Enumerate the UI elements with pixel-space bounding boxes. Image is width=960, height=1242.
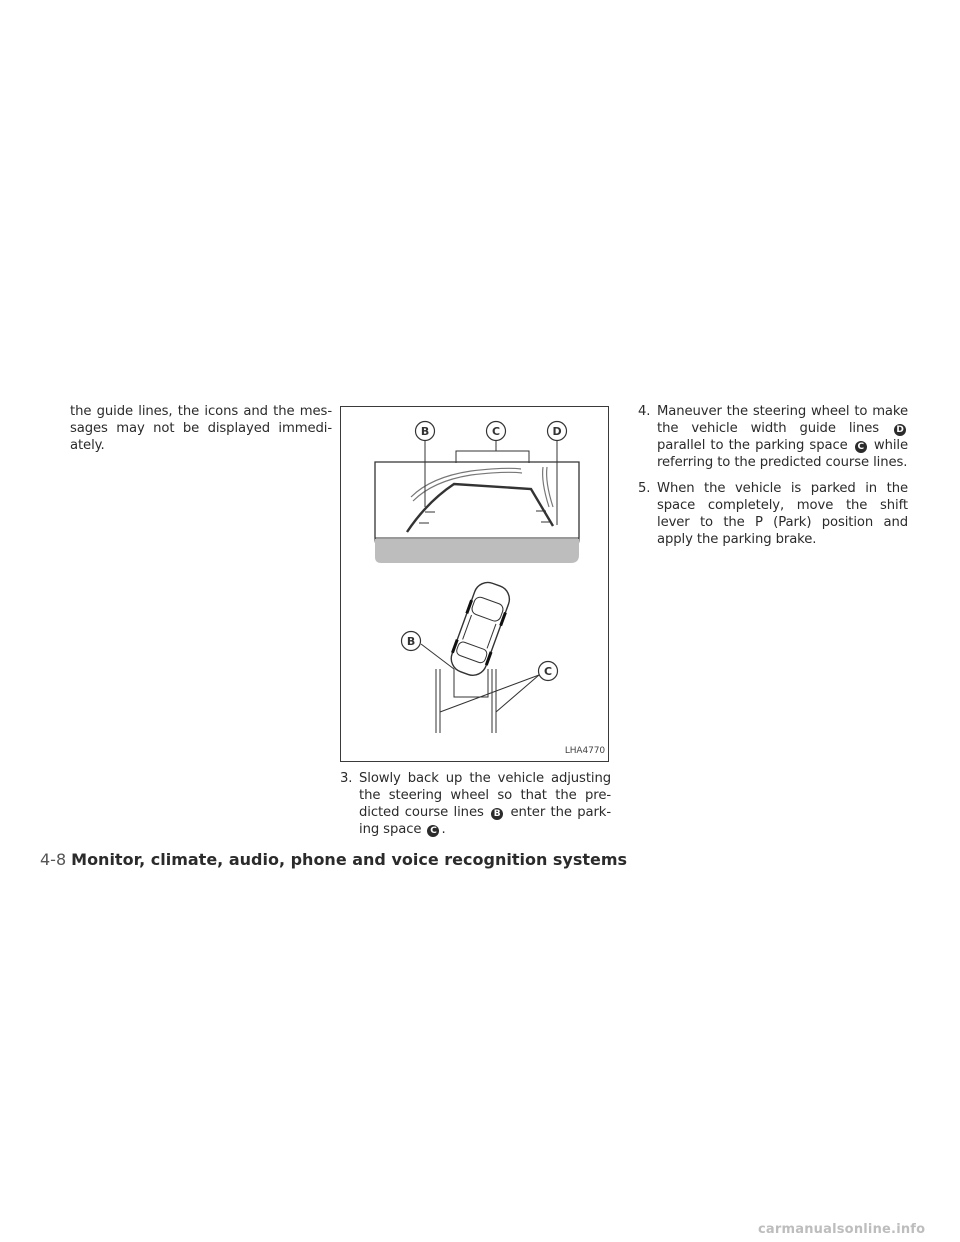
parking-diagram <box>341 407 610 763</box>
callout-d-icon: D <box>894 424 906 436</box>
callout-bottom-b: B <box>406 635 416 648</box>
step-text: Slowly back up the vehicle adjusting the steering wheel so that the pre-dicted course lines B enter the park-ing space C . <box>359 771 611 837</box>
section-title: Monitor, climate, audio, phone and voice recognition systems <box>71 850 628 869</box>
step-text: When the vehicle is parked in the space completely, move the shift lever to the P (Park) position and apply the parking brake. <box>657 481 908 547</box>
parking-illustration <box>340 406 609 762</box>
page-number: 4-8 <box>40 850 67 869</box>
callout-c-icon: C <box>855 441 867 453</box>
watermark: carmanualsonline.info <box>758 1222 926 1237</box>
callout-top-b: B <box>420 425 430 438</box>
step-number: 3. <box>340 771 353 786</box>
step-3 <box>340 770 611 838</box>
callout-bottom-c: C <box>544 665 552 678</box>
middle-column <box>340 406 611 847</box>
step-number: 4. <box>638 404 651 419</box>
step-number: 5. <box>638 481 651 496</box>
callout-c-icon: C <box>427 825 439 837</box>
page-footer <box>40 850 627 869</box>
callout-b-icon: B <box>491 808 503 820</box>
callout-top-c: C <box>492 425 500 438</box>
figure-code: LHA4770 <box>564 746 605 756</box>
continued-paragraph: the guide lines, the icons and the mes-sages may not be displayed immedi-ately. <box>70 404 332 453</box>
right-column <box>638 403 908 557</box>
step-5 <box>638 480 908 548</box>
step-4 <box>638 403 908 471</box>
left-column <box>70 403 332 454</box>
callout-top-d: D <box>552 425 562 438</box>
step-text: Maneuver the steering wheel to make the vehicle width guide lines D parallel to the parking space C while referring to the predicted course lines. <box>657 404 908 470</box>
